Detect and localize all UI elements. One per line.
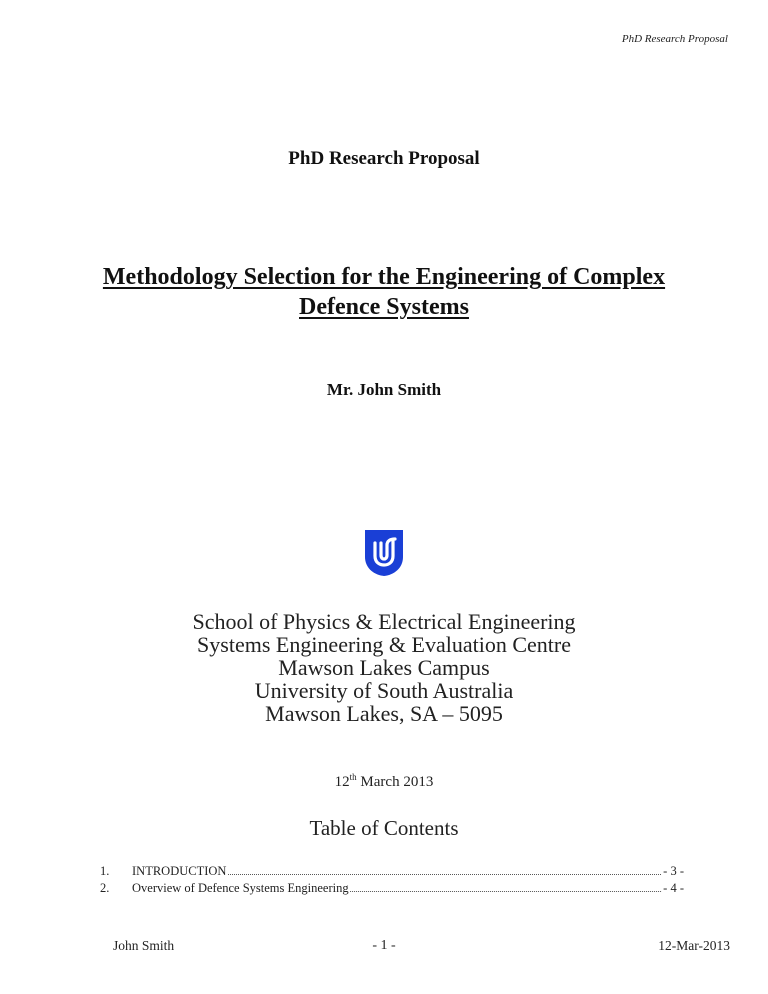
toc-entry-page: - 3 - (663, 864, 684, 878)
footer-author: John Smith (113, 938, 175, 953)
university-shield-logo-icon (364, 529, 404, 577)
toc-entry-text[interactable]: Overview of Defence Systems Engineering (132, 881, 349, 895)
address-block (0, 610, 768, 725)
date-day: 12 (334, 774, 350, 790)
toc-entry[interactable] (100, 864, 684, 881)
proposal-label: PhD Research Proposal (288, 148, 480, 169)
footer-page-number: - 1 - (372, 938, 396, 953)
toc-entry-text[interactable]: INTRODUCTION (132, 864, 227, 878)
address-line: Systems Engineering & Evaluation Centre (197, 632, 571, 657)
footer-date: 12-Mar-2013 (658, 938, 730, 953)
address-line: School of Physics & Electrical Engineering (192, 609, 576, 634)
document-title: Methodology Selection for the Engineering of Complex Defence Systems (102, 264, 666, 320)
page-footer (0, 938, 768, 958)
address-line: University of South Australia (254, 678, 514, 703)
author-name: Mr. John Smith (326, 380, 442, 399)
table-of-contents (100, 864, 684, 898)
date-rest: March 2013 (356, 774, 434, 790)
address-line: Mawson Lakes Campus (278, 655, 490, 680)
submission-date (0, 772, 768, 791)
address-line: Mawson Lakes, SA – 5095 (265, 701, 503, 726)
toc-entry[interactable] (100, 881, 684, 898)
date-suffix: th (349, 772, 357, 782)
toc-entry-number: 2. (100, 881, 110, 895)
toc-leader-dots (227, 864, 662, 879)
toc-title: Table of Contents (309, 816, 459, 840)
toc-entry-number: 1. (100, 864, 110, 878)
running-header: PhD Research Proposal (621, 33, 728, 45)
toc-entry-page: - 4 - (663, 881, 684, 895)
toc-leader-dots (350, 881, 663, 896)
